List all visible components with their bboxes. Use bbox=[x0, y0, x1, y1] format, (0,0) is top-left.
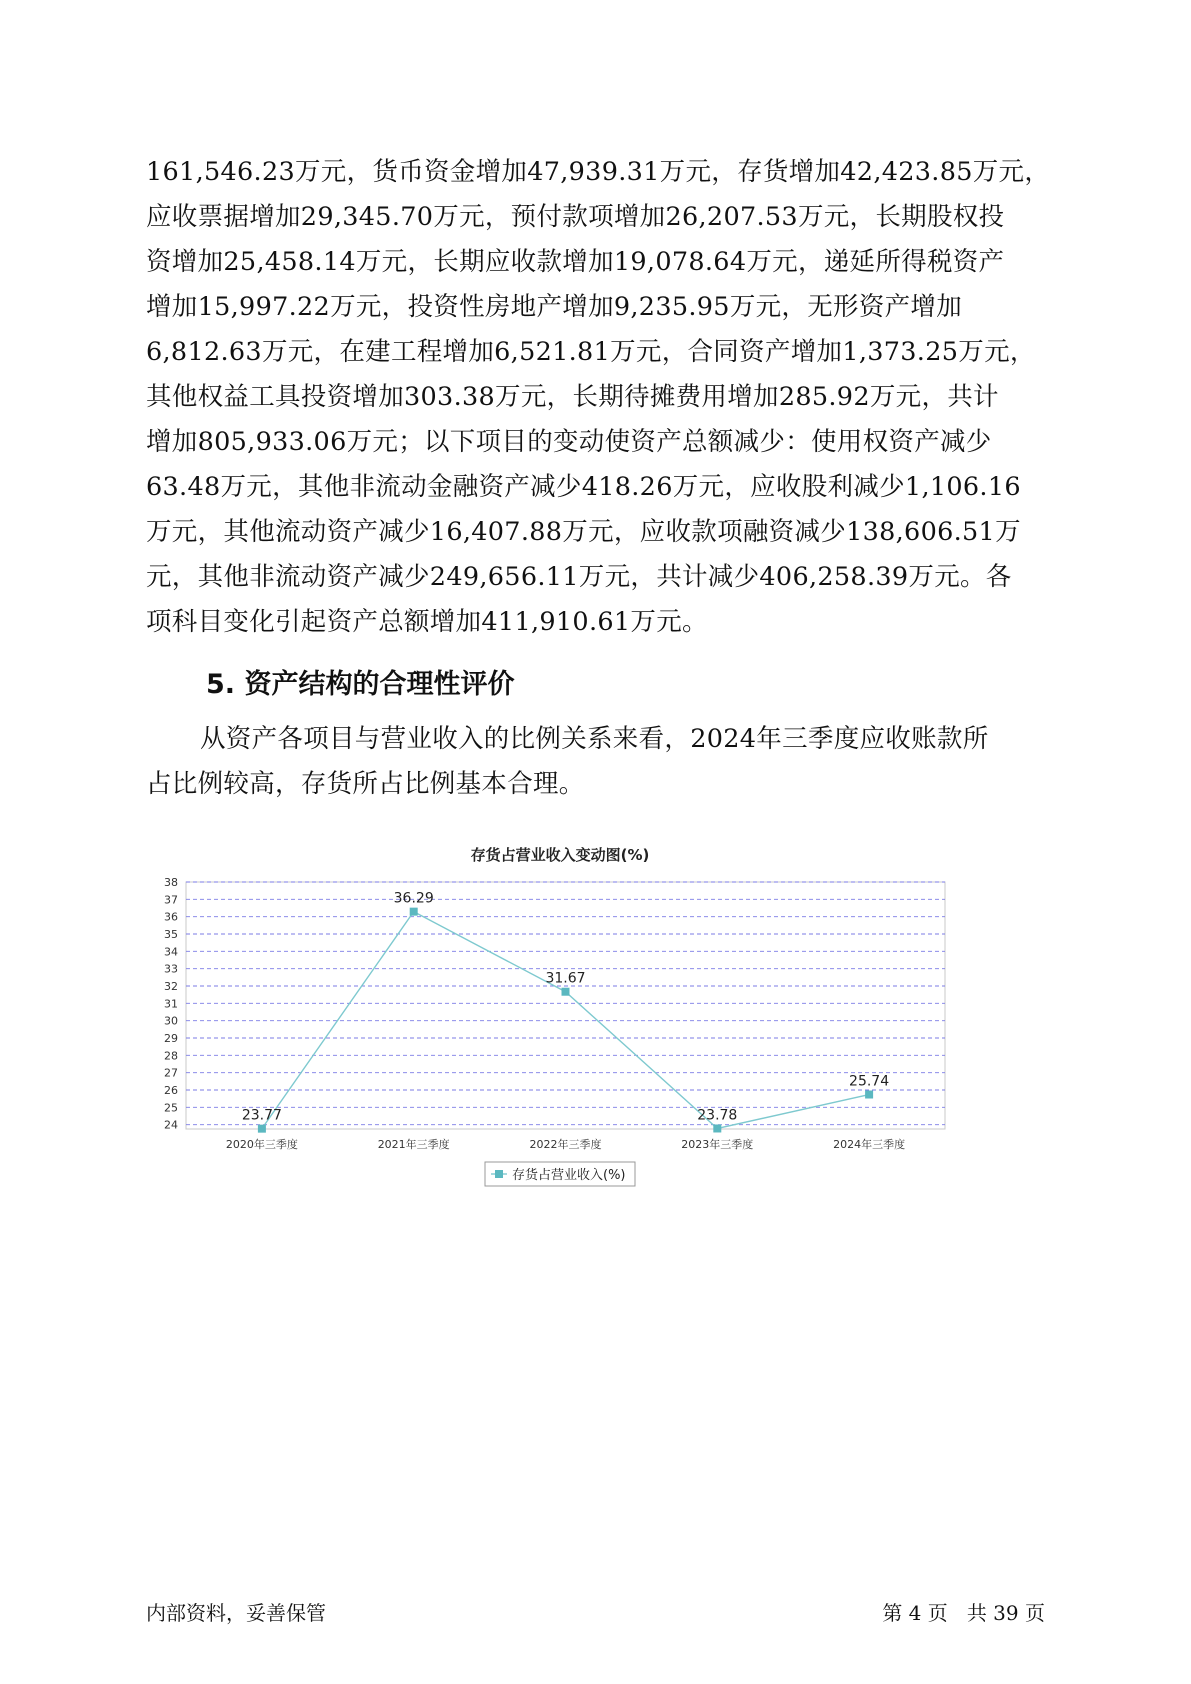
data-point-marker bbox=[410, 908, 418, 916]
data-point-marker bbox=[865, 1091, 873, 1099]
y-tick-label: 27 bbox=[164, 1066, 178, 1080]
data-label: 31.67 bbox=[545, 970, 586, 987]
paragraph-line: 元，其他非流动资产减少249,656.11万元，共计减少406,258.39万元。各 bbox=[146, 562, 1012, 592]
x-tick-label: 2020年三季度 bbox=[225, 1138, 298, 1151]
inventory-ratio-chart bbox=[150, 835, 970, 1205]
plot-area bbox=[186, 882, 945, 1129]
paragraph-line: 资增加25,458.14万元，长期应收款增加19,078.64万元，递延所得税资产 bbox=[146, 247, 1005, 277]
paragraph-line: 万元，其他流动资产减少16,407.88万元，应收款项融资减少138,606.51万 bbox=[146, 517, 1021, 547]
y-tick-label: 32 bbox=[164, 980, 178, 993]
x-tick-label: 2022年三季度 bbox=[529, 1138, 602, 1151]
y-tick-label: 36 bbox=[164, 910, 178, 924]
y-tick-label: 29 bbox=[164, 1032, 178, 1045]
paragraph-asset-changes bbox=[146, 150, 1051, 645]
y-tick-label: 33 bbox=[164, 962, 178, 976]
y-tick-label: 25 bbox=[164, 1101, 178, 1115]
paragraph-line: 占比例较高，存货所占比例基本合理。 bbox=[146, 769, 585, 799]
legend-label: 存货占营业收入(%) bbox=[512, 1168, 626, 1183]
data-label: 36.29 bbox=[393, 890, 434, 907]
x-tick-label: 2023年三季度 bbox=[681, 1138, 754, 1151]
data-point-marker bbox=[562, 988, 570, 996]
data-point-marker bbox=[258, 1125, 266, 1133]
paragraph-line: 63.48万元，其他非流动金融资产减少418.26万元，应收股利减少1,106.16 bbox=[146, 472, 1021, 502]
y-tick-label: 35 bbox=[164, 928, 178, 941]
data-label: 23.78 bbox=[697, 1107, 738, 1124]
x-tick-label: 2021年三季度 bbox=[377, 1138, 450, 1151]
paragraph-line: 项科目变化引起资产总额增加411,910.61万元。 bbox=[146, 607, 708, 637]
data-label: 23.77 bbox=[241, 1107, 282, 1124]
paragraph-line: 增加15,997.22万元，投资性房地产增加9,235.95万元，无形资产增加 bbox=[146, 292, 963, 322]
paragraph-asset-structure bbox=[146, 717, 1046, 807]
section-heading: 5. 资产结构的合理性评价 bbox=[206, 669, 515, 700]
footer-confidential-note: 内部资料，妥善保管 bbox=[146, 1601, 326, 1625]
legend-marker-swatch bbox=[495, 1170, 503, 1178]
paragraph-line: 161,546.23万元，货币资金增加47,939.31万元，存货增加42,423.85万元， bbox=[146, 157, 1051, 187]
paragraph-line: 6,812.63万元，在建工程增加6,521.81万元，合同资产增加1,373.25万元， bbox=[146, 337, 1036, 367]
y-tick-label: 34 bbox=[164, 945, 178, 959]
y-tick-label: 26 bbox=[164, 1084, 178, 1097]
y-tick-label: 31 bbox=[164, 997, 178, 1011]
y-tick-label: 30 bbox=[164, 1014, 178, 1028]
paragraph-line: 其他权益工具投资增加303.38万元，长期待摊费用增加285.92万元，共计 bbox=[146, 382, 999, 412]
y-tick-label: 24 bbox=[164, 1118, 178, 1132]
paragraph-line: 从资产各项目与营业收入的比例关系来看，2024年三季度应收账款所 bbox=[200, 724, 989, 754]
series-line bbox=[262, 912, 869, 1129]
y-tick-label: 37 bbox=[164, 893, 178, 907]
y-tick-label: 28 bbox=[164, 1049, 178, 1063]
y-tick-label: 38 bbox=[164, 876, 178, 889]
x-tick-label: 2024年三季度 bbox=[833, 1138, 906, 1151]
paragraph-line: 增加805,933.06万元；以下项目的变动使资产总额减少：使用权资产减少 bbox=[146, 427, 992, 457]
data-label: 25.74 bbox=[849, 1073, 890, 1090]
data-point-marker bbox=[713, 1124, 721, 1132]
paragraph-line: 应收票据增加29,345.70万元，预付款项增加26,207.53万元，长期股权投 bbox=[146, 202, 1005, 232]
chart-title: 存货占营业收入变动图(%) bbox=[470, 846, 650, 864]
footer-page-number: 第 4 页 共 39 页 bbox=[882, 1601, 1045, 1625]
